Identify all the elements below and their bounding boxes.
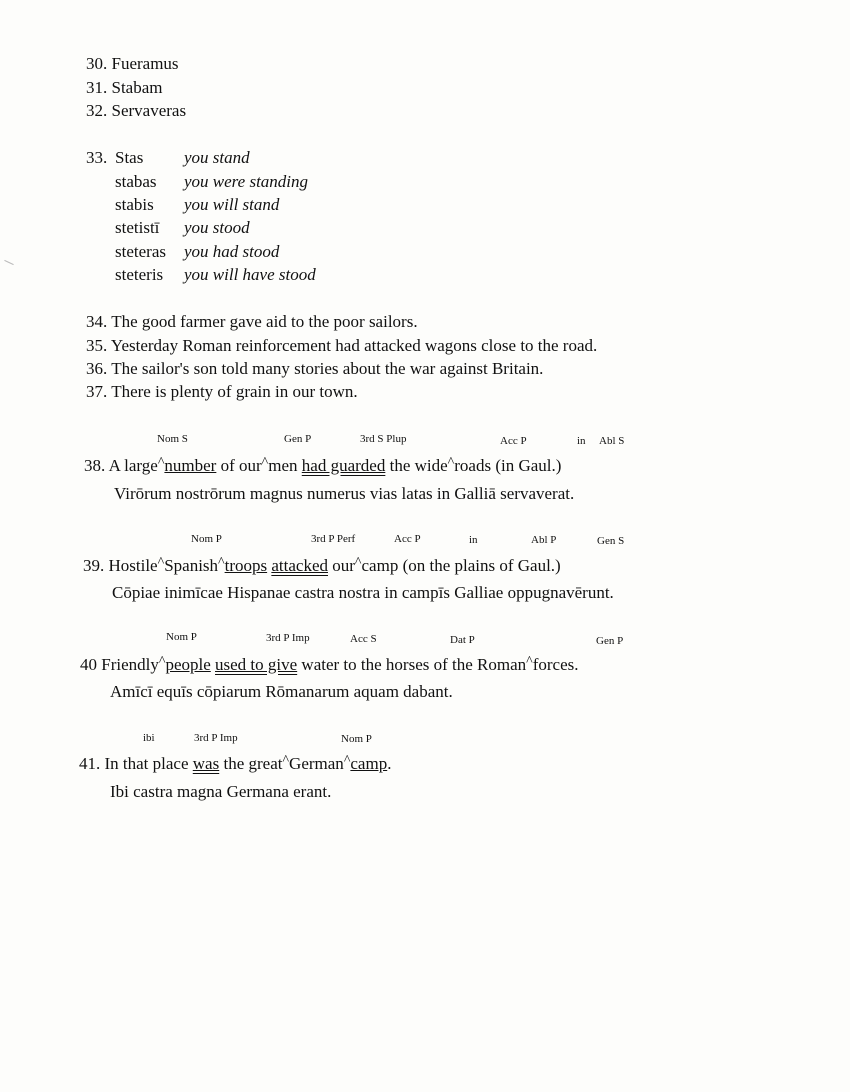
sentence-38: 38. A large^number of our^men had guarded the wide^roads (in Gaul.) <box>84 455 562 475</box>
bleed-through <box>210 64 214 81</box>
list-item-37: 37. There is plenty of grain in our town. <box>86 382 358 401</box>
list-item-36: 36. The sailor's son told many stories about the war against Britain. <box>86 359 544 378</box>
list-item-31: 31. Stabam <box>86 78 163 97</box>
grammar-label: 3rd P Imp <box>266 632 310 644</box>
latin-translation-41: Ibi castra magna Germana erant. <box>110 782 332 801</box>
grammar-label: Nom P <box>191 533 222 545</box>
latin-form: stabas <box>115 172 157 191</box>
grammar-label: ibi <box>143 732 155 744</box>
sentence-41: 41. In that place was the great^German^camp. <box>79 753 392 773</box>
grammar-label: Gen P <box>284 433 312 445</box>
grammar-label: Gen P <box>596 635 624 647</box>
grammar-label: Abl S <box>599 435 625 447</box>
latin-form: steteris <box>115 265 164 284</box>
caret-mark: ^ <box>157 455 165 470</box>
caret-mark: ^ <box>447 455 455 470</box>
latin-form: steteras <box>115 242 166 261</box>
latin-translation-39: Cōpiae inimīcae Hispanae castra nostra in campīs Galliae oppugnavērunt. <box>112 583 614 602</box>
grammar-label: 3rd P Perf <box>311 533 356 545</box>
latin-translation-40: Amīcī equīs cōpiarum Rōmanarum aquam dabant. <box>110 682 453 701</box>
caret-mark: ^ <box>261 455 269 470</box>
sentence-39: 39. Hostile^Spanish^troops attacked our^camp (on the plains of Gaul.) <box>83 555 561 575</box>
grammar-label: Acc P <box>394 533 421 545</box>
item-33-number: 33. <box>86 148 108 167</box>
english-form: you had stood <box>184 242 280 261</box>
grammar-label: Acc S <box>350 633 377 645</box>
latin-form: Stas <box>115 148 144 167</box>
list-item-34: 34. The good farmer gave aid to the poor sailors. <box>86 312 418 331</box>
grammar-label: in <box>577 435 586 447</box>
english-form: you stand <box>184 148 250 167</box>
grammar-label: Nom P <box>341 733 372 745</box>
margin-mark <box>4 260 13 265</box>
list-item-32: 32. Servaveras <box>86 101 187 120</box>
grammar-label: 3rd P Imp <box>194 732 238 744</box>
grammar-label: Dat P <box>450 634 475 646</box>
caret-mark: ^ <box>157 555 165 570</box>
grammar-label: Nom P <box>166 631 197 643</box>
caret-mark: ^ <box>158 654 166 669</box>
list-item-30: 30. Fueramus <box>86 54 179 73</box>
latin-translation-38: Virōrum nostrōrum magnus numerus vias latas in Galliā servaverat. <box>114 484 575 503</box>
grammar-label: Nom S <box>157 433 188 445</box>
caret-mark: ^ <box>218 555 225 570</box>
caret-mark: ^ <box>354 555 362 570</box>
english-form: you were standing <box>184 172 309 191</box>
english-form: you will have stood <box>184 265 316 284</box>
grammar-label: in <box>469 534 478 546</box>
latin-form: stetistī <box>115 218 160 237</box>
grammar-label: 3rd S Plup <box>360 433 407 445</box>
english-form: you stood <box>184 218 250 237</box>
english-form: you will stand <box>184 195 280 214</box>
sentence-40: 40 Friendly^people used to give water to the horses of the Roman^forces. <box>80 654 579 674</box>
grammar-label: Acc P <box>500 435 527 447</box>
grammar-label: Gen S <box>597 535 625 547</box>
caret-mark: ^ <box>343 753 351 768</box>
caret-mark: ^ <box>282 753 290 768</box>
latin-form: stabis <box>115 195 154 214</box>
list-item-35: 35. Yesterday Roman reinforcement had attacked wagons close to the road. <box>86 336 598 355</box>
caret-mark: ^ <box>526 654 533 669</box>
grammar-label: Abl P <box>531 534 557 546</box>
